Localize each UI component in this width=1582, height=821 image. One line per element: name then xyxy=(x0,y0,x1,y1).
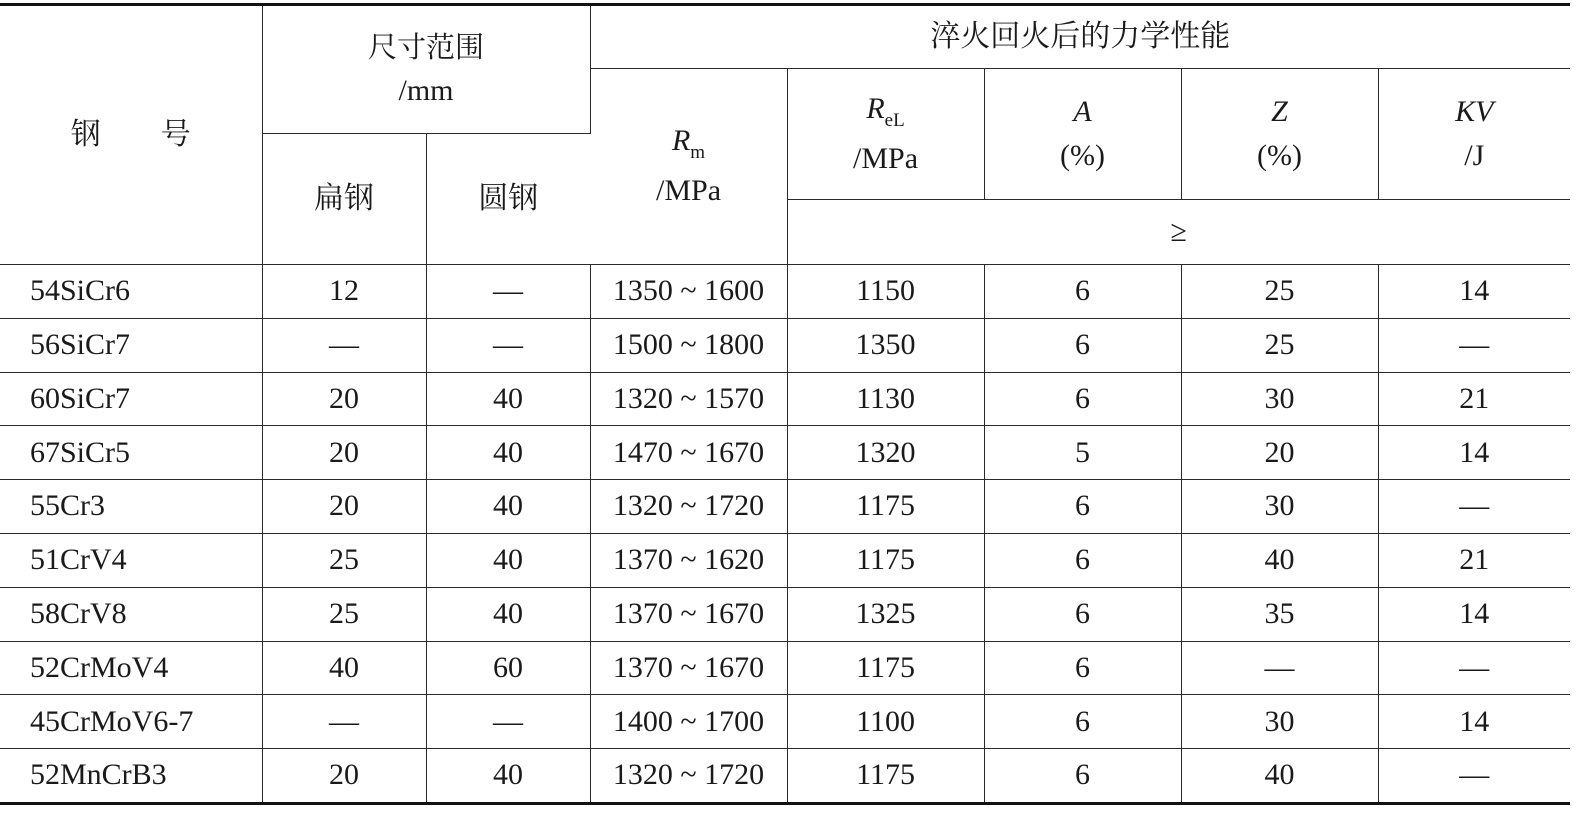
z-cell: 20 xyxy=(1181,426,1378,480)
round-steel-cell: 40 xyxy=(426,426,590,480)
flat-steel-cell: 25 xyxy=(262,587,426,641)
table-row xyxy=(0,587,1570,641)
a-cell: 6 xyxy=(984,318,1181,372)
a-cell: 6 xyxy=(984,533,1181,587)
mechanical-properties-header: 淬火回火后的力学性能 xyxy=(590,5,1570,69)
kv-cell: 21 xyxy=(1378,372,1570,426)
rel-cell: 1175 xyxy=(787,480,984,534)
kv-cell: 14 xyxy=(1378,265,1570,319)
a-cell: 6 xyxy=(984,265,1181,319)
a-header: A (%) xyxy=(984,69,1181,200)
kv-cell: 21 xyxy=(1378,533,1570,587)
rm-cell: 1320 ~ 1720 xyxy=(590,749,787,804)
round-steel-cell: 40 xyxy=(426,480,590,534)
round-steel-cell: 40 xyxy=(426,587,590,641)
rel-cell: 1350 xyxy=(787,318,984,372)
table-row xyxy=(0,426,1570,480)
z-cell: 30 xyxy=(1181,372,1378,426)
flat-steel-header: 扁钢 xyxy=(262,134,426,265)
rm-cell: 1400 ~ 1700 xyxy=(590,695,787,749)
rm-cell: 1320 ~ 1720 xyxy=(590,480,787,534)
a-cell: 5 xyxy=(984,426,1181,480)
grade-cell: 56SiCr7 xyxy=(0,318,262,372)
rm-cell: 1350 ~ 1600 xyxy=(590,265,787,319)
rel-cell: 1100 xyxy=(787,695,984,749)
table-body xyxy=(0,265,1570,804)
round-steel-cell: 40 xyxy=(426,372,590,426)
grade-cell: 45CrMoV6-7 xyxy=(0,695,262,749)
size-range-header: 尺寸范围 /mm xyxy=(262,5,590,134)
z-cell: 35 xyxy=(1181,587,1378,641)
round-steel-cell: 40 xyxy=(426,533,590,587)
round-steel-cell: — xyxy=(426,695,590,749)
kv-cell: 14 xyxy=(1378,426,1570,480)
table-row xyxy=(0,641,1570,695)
rel-cell: 1175 xyxy=(787,641,984,695)
flat-steel-cell: 20 xyxy=(262,749,426,804)
a-cell: 6 xyxy=(984,372,1181,426)
rm-cell: 1370 ~ 1620 xyxy=(590,533,787,587)
grade-cell: 52CrMoV4 xyxy=(0,641,262,695)
rm-cell: 1370 ~ 1670 xyxy=(590,587,787,641)
grade-cell: 55Cr3 xyxy=(0,480,262,534)
kv-cell: — xyxy=(1378,749,1570,804)
table-row xyxy=(0,372,1570,426)
kv-cell: — xyxy=(1378,480,1570,534)
rel-cell: 1320 xyxy=(787,426,984,480)
kv-cell: 14 xyxy=(1378,695,1570,749)
kv-cell: — xyxy=(1378,318,1570,372)
round-steel-cell: 40 xyxy=(426,749,590,804)
flat-steel-cell: 20 xyxy=(262,480,426,534)
z-cell: 25 xyxy=(1181,318,1378,372)
grade-cell: 58CrV8 xyxy=(0,587,262,641)
round-steel-cell: 60 xyxy=(426,641,590,695)
flat-steel-cell: — xyxy=(262,318,426,372)
round-steel-cell: — xyxy=(426,318,590,372)
z-header: Z (%) xyxy=(1181,69,1378,200)
table-row xyxy=(0,318,1570,372)
round-steel-cell: — xyxy=(426,265,590,319)
spring-steel-properties-table xyxy=(0,3,1570,805)
flat-steel-cell: 20 xyxy=(262,372,426,426)
flat-steel-cell: — xyxy=(262,695,426,749)
flat-steel-cell: 12 xyxy=(262,265,426,319)
flat-steel-cell: 20 xyxy=(262,426,426,480)
rm-cell: 1500 ~ 1800 xyxy=(590,318,787,372)
grade-cell: 60SiCr7 xyxy=(0,372,262,426)
grade-cell: 67SiCr5 xyxy=(0,426,262,480)
table-row xyxy=(0,265,1570,319)
flat-steel-cell: 40 xyxy=(262,641,426,695)
kv-header: KV /J xyxy=(1378,69,1570,200)
rel-cell: 1325 xyxy=(787,587,984,641)
minimum-sign: ≥ xyxy=(787,200,1570,265)
grade-cell: 54SiCr6 xyxy=(0,265,262,319)
a-cell: 6 xyxy=(984,480,1181,534)
a-cell: 6 xyxy=(984,695,1181,749)
grade-cell: 51CrV4 xyxy=(0,533,262,587)
table-row xyxy=(0,480,1570,534)
z-cell: 30 xyxy=(1181,695,1378,749)
z-cell: 25 xyxy=(1181,265,1378,319)
a-cell: 6 xyxy=(984,749,1181,804)
z-cell: 40 xyxy=(1181,749,1378,804)
rm-cell: 1470 ~ 1670 xyxy=(590,426,787,480)
a-cell: 6 xyxy=(984,641,1181,695)
rm-header: $R_m$ /MPa xyxy=(590,69,787,265)
table-row xyxy=(0,533,1570,587)
round-steel-header: 圆钢 xyxy=(426,134,590,265)
kv-cell: 14 xyxy=(1378,587,1570,641)
rel-cell: 1130 xyxy=(787,372,984,426)
table-row xyxy=(0,749,1570,804)
rel-cell: 1175 xyxy=(787,749,984,804)
kv-cell: — xyxy=(1378,641,1570,695)
a-cell: 6 xyxy=(984,587,1181,641)
rm-cell: 1370 ~ 1670 xyxy=(590,641,787,695)
rm-cell: 1320 ~ 1570 xyxy=(590,372,787,426)
z-cell: 40 xyxy=(1181,533,1378,587)
rel-header: $R_{eL}$ /MPa xyxy=(787,69,984,200)
rel-cell: 1150 xyxy=(787,265,984,319)
flat-steel-cell: 25 xyxy=(262,533,426,587)
grade-header: 钢 号 xyxy=(0,5,262,265)
z-cell: 30 xyxy=(1181,480,1378,534)
grade-cell: 52MnCrB3 xyxy=(0,749,262,804)
z-cell: — xyxy=(1181,641,1378,695)
rel-cell: 1175 xyxy=(787,533,984,587)
table-row xyxy=(0,695,1570,749)
